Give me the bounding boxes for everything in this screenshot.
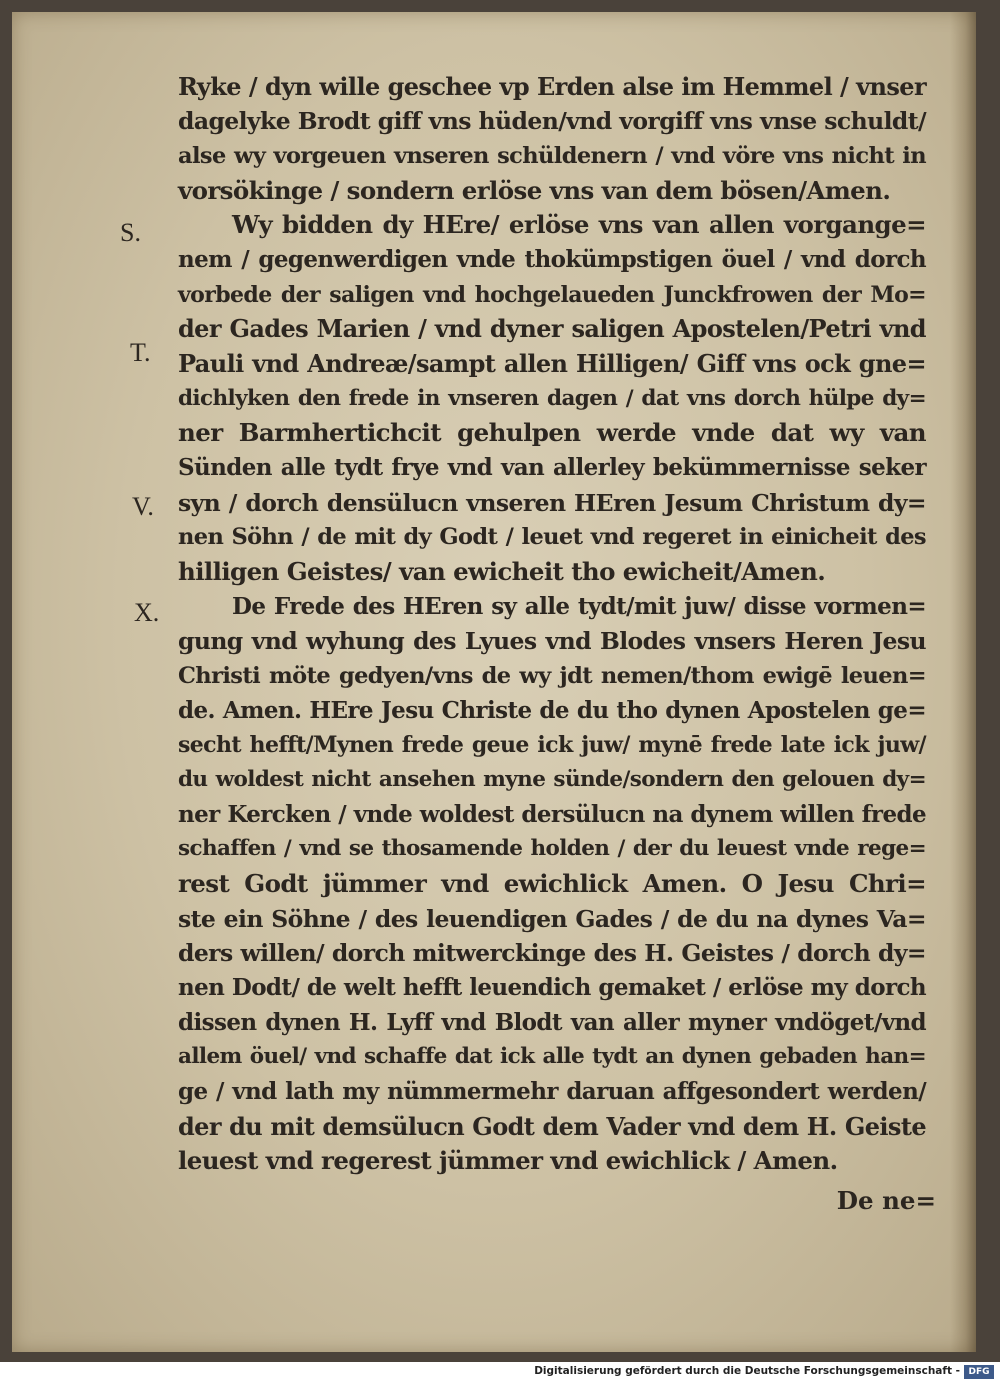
text-line: nem / gegenwerdigen vnde thokümpstigen öuel / vnd dorch [178, 246, 926, 273]
text-line: ge / vnd lath my nümmermehr daruan affgesondert werden/ [178, 1078, 926, 1105]
text-line: De Frede des HEren sy alle tydt/mit juw/ disse vormen= [232, 593, 926, 620]
text-line: allem öuel/ vnd schaffe dat ick alle tydt an dynen gebaden han= [178, 1044, 926, 1069]
section-marker-v: V. [132, 492, 154, 521]
text-block [12, 12, 976, 1352]
text-line: rest Godt jümmer vnd ewichlick Amen. O Jesu Chri= [178, 869, 926, 898]
text-line: leuest vnd regerest jümmer vnd ewichlick / Amen. [178, 1146, 838, 1175]
text-line: dagelyke Brodt giff vns hüden/vnd vorgiff vns vnse schuldt/ [178, 107, 926, 135]
text-line: schaffen / vnd se thosamende holden / der du leuest vnde rege= [178, 836, 926, 861]
text-line: Ryke / dyn wille geschee vp Erden alse im Hemmel / vnser [178, 72, 926, 101]
text-line: Sünden alle tydt frye vnd van allerley bekümmernisse seker [178, 454, 926, 481]
text-line: ders willen/ dorch mitwerckinge des H. Geistes / dorch dy= [178, 939, 926, 967]
text-line: gung vnd wyhung des Lyues vnd Blodes vnsers Heren Jesu [178, 627, 926, 655]
text-line: hilligen Geistes/ van ewicheit tho ewicheit/Amen. [178, 557, 826, 586]
text-line: Christi möte gedyen/vns de wy jdt nemen/thom ewigē leuen= [178, 663, 926, 689]
text-line: vorbede der saligen vnd hochgelaueden Junckfrowen der Mo= [178, 282, 926, 308]
section-marker-x: X. [134, 598, 160, 627]
text-line: nen Söhn / de mit dy Godt / leuet vnd regeret in einicheit des [178, 524, 926, 550]
text-line: secht hefft/Mynen frede geue ick juw/ mynē frede late ick juw/ [178, 732, 926, 758]
text-line: nen Dodt/ de welt hefft leuendich gemaket / erlöse my dorch [178, 974, 926, 1001]
text-line: ner Kercken / vnde woldest dersülucn na dynem willen frede [178, 801, 926, 828]
text-line: du woldest nicht ansehen myne sünde/sondern den gelouen dy= [178, 767, 926, 792]
footer-bar [0, 1362, 1000, 1382]
text-line: de. Amen. HEre Jesu Christe de du tho dynen Apostelen ge= [178, 697, 926, 724]
text-line: der du mit demsülucn Godt dem Vader vnd dem H. Geiste [178, 1112, 926, 1141]
text-line: dichlyken den frede in vnseren dagen / dat vns dorch hülpe dy= [178, 386, 926, 411]
text-line: alse wy vorgeuen vnseren schüldenern / vnd vöre vns nicht in [178, 143, 926, 169]
text-line: syn / dorch densülucn vnseren HEren Jesum Christum dy= [178, 489, 926, 517]
section-marker-t: T. [130, 338, 151, 367]
catchword: De ne= [836, 1186, 936, 1215]
text-line: vorsökinge / sondern erlöse vns van dem bösen/Amen. [178, 176, 891, 205]
text-line: ste ein Söhne / des leuendigen Gades / de du na dynes Va= [178, 905, 926, 933]
section-marker-s: S. [120, 218, 141, 247]
footer-credit: Digitalisierung gefördert durch die Deutsche Forschungsgemeinschaft - [534, 1365, 960, 1377]
dfg-logo: DFG [964, 1365, 994, 1379]
text-line: dissen dynen H. Lyff vnd Blodt van aller myner vndöget/vnd [178, 1009, 926, 1036]
text-line: ner Barmhertichcit gehulpen werde vnde dat wy van [178, 418, 926, 447]
text-line: Pauli vnd Andreæ/sampt allen Hilligen/ Giff vns ock gne= [178, 349, 926, 378]
text-line: der Gades Marien / vnd dyner saligen Apostelen/Petri vnd [178, 314, 926, 343]
text-line: Wy bidden dy HEre/ erlöse vns van allen vorgange= [232, 210, 926, 239]
book-page [12, 12, 976, 1352]
